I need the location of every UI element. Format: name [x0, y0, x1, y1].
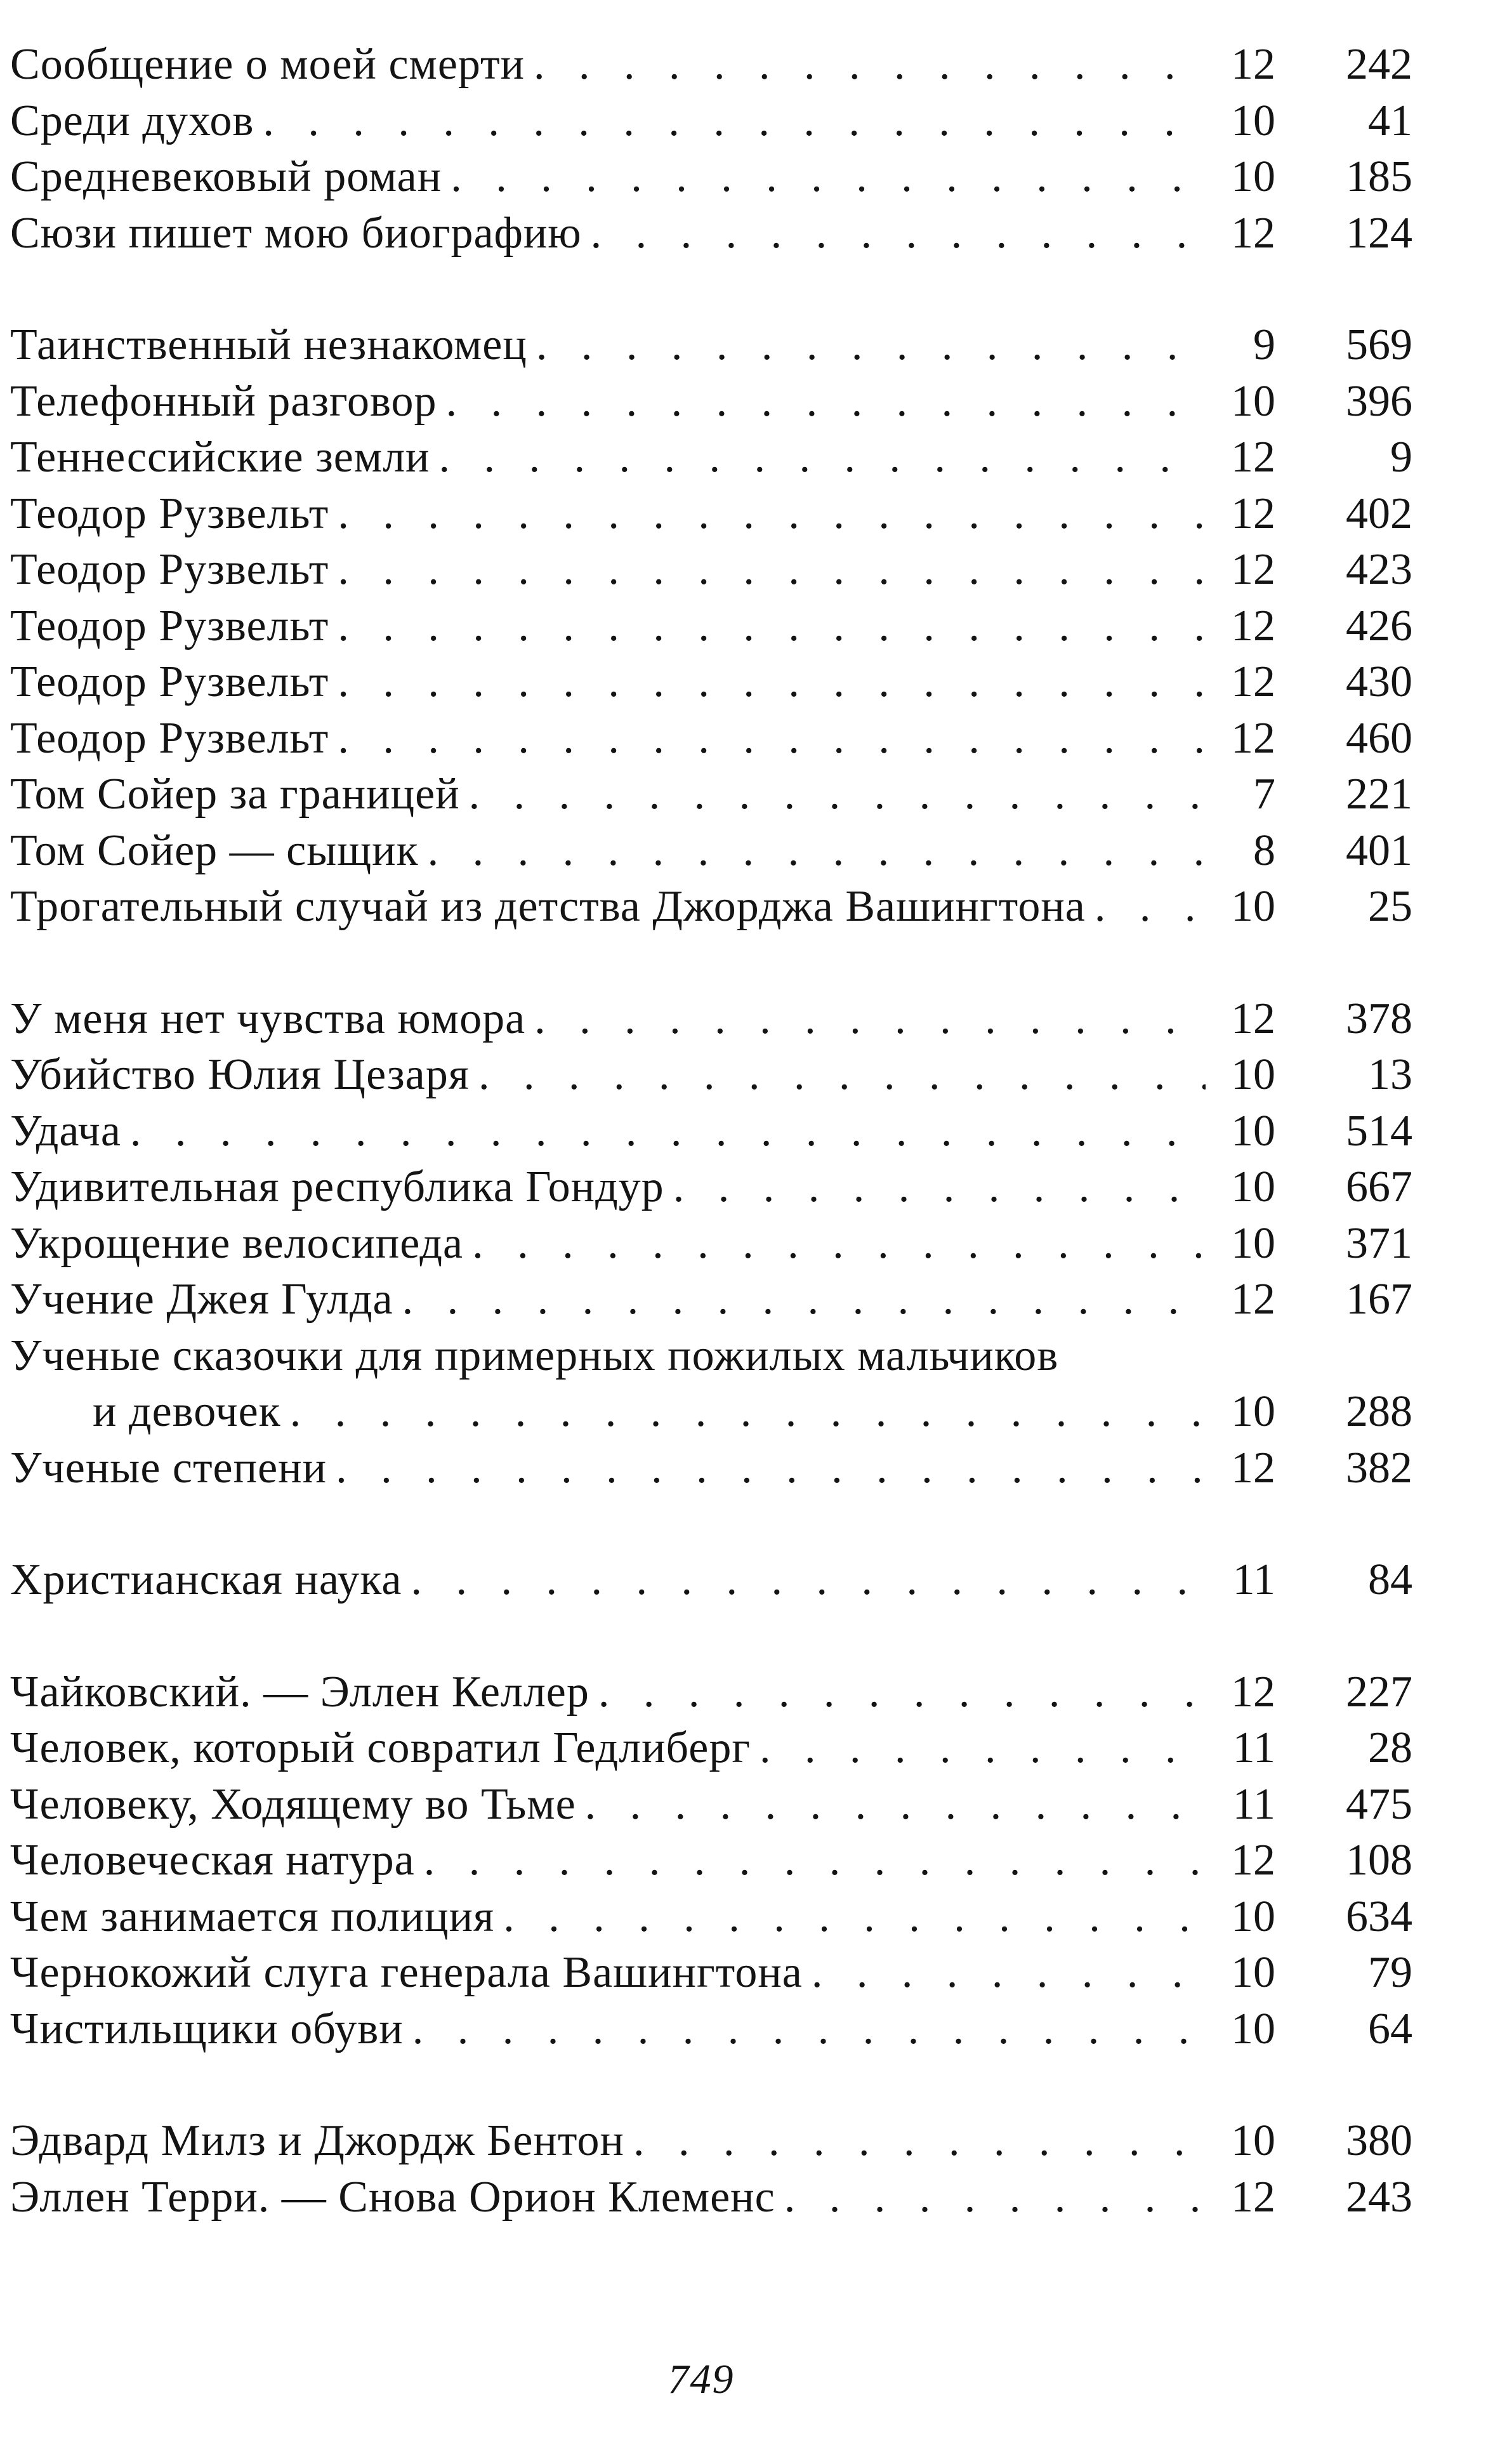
entry-title: Ученые степени	[10, 1443, 327, 1492]
entry-volume: 12	[1231, 1667, 1275, 1716]
index-entry	[10, 1104, 1412, 1160]
entry-page: 514	[1346, 1106, 1412, 1156]
index-entry	[10, 991, 1412, 1048]
entry-volume: 12	[1231, 1275, 1275, 1324]
entry-title: Том Сойер — сыщик	[10, 826, 419, 875]
entry-page: 380	[1346, 2116, 1412, 2165]
dot-leader	[419, 823, 1206, 880]
entry-page: 13	[1368, 1050, 1412, 1099]
entry-page: 167	[1346, 1275, 1412, 1324]
entry-title: Теннессийские земли	[10, 433, 430, 482]
dot-leader	[329, 598, 1206, 655]
entry-title: Чайковский. — Эллен Келлер	[10, 1667, 589, 1716]
entry-volume: 12	[1231, 433, 1275, 482]
entry-title: Убийство Юлия Цезаря	[10, 1050, 470, 1099]
entry-volume: 10	[1231, 1948, 1275, 1997]
letter-group	[10, 2113, 1412, 2225]
entry-title: Человеку, Ходящему во Тьме	[10, 1779, 576, 1829]
entry-volume: 7	[1253, 770, 1275, 819]
entry-page: 402	[1346, 489, 1412, 538]
entry-title: Эллен Терри. — Снова Орион Клеменс	[10, 2172, 775, 2222]
dot-leader	[329, 711, 1206, 767]
index-entry	[10, 654, 1412, 711]
entry-page: 25	[1368, 882, 1412, 931]
entry-volume: 12	[1231, 713, 1275, 763]
entry-volume: 10	[1231, 1218, 1275, 1268]
dot-leader	[329, 542, 1206, 598]
index-entry	[10, 2113, 1412, 2170]
entry-title: Чем занимается полиция	[10, 1892, 495, 1941]
entry-page: 460	[1346, 713, 1412, 763]
entry-page: 108	[1346, 1836, 1412, 1885]
index-entry	[10, 1833, 1412, 1889]
entry-page: 242	[1346, 40, 1412, 89]
entry-title: Том Сойер за границей	[10, 770, 460, 819]
entry-page: 288	[1346, 1387, 1412, 1436]
entry-volume: 12	[1231, 1443, 1275, 1492]
entry-page: 401	[1346, 826, 1412, 875]
index-entry	[10, 879, 1412, 935]
entry-page: 396	[1346, 376, 1412, 426]
entry-volume: 12	[1231, 545, 1275, 594]
dot-leader	[1086, 879, 1206, 935]
entry-page: 84	[1368, 1555, 1412, 1604]
dot-leader	[624, 2113, 1206, 2170]
letter-group	[10, 991, 1412, 1497]
index-entry	[10, 93, 1412, 150]
entry-title: Человеческая натура	[10, 1836, 415, 1885]
entry-title: Сюзи пишет мою биографию	[10, 208, 582, 258]
entry-page: 667	[1346, 1163, 1412, 1211]
index-entry	[10, 486, 1412, 543]
dot-leader	[402, 1552, 1206, 1609]
entry-title: Трогательный случай из детства Джорджа Вашингтона	[10, 882, 1086, 931]
dot-leader	[329, 486, 1206, 543]
entry-title: Ученые сказочки для примерных пожилых мальчиков	[10, 1331, 1059, 1380]
index-entry	[10, 1720, 1412, 1777]
index-entry	[10, 1945, 1412, 2001]
entry-volume: 12	[1231, 2172, 1275, 2222]
index-entry	[10, 1272, 1412, 1328]
dot-leader	[525, 991, 1206, 1048]
entry-volume: 10	[1231, 1163, 1275, 1211]
entry-volume: 12	[1231, 657, 1275, 706]
entry-page: 124	[1346, 208, 1412, 258]
index-entry	[10, 1216, 1412, 1272]
index-entry	[10, 149, 1412, 206]
entry-page: 41	[1368, 96, 1412, 145]
dot-leader	[527, 317, 1206, 374]
entry-page: 79	[1368, 1948, 1412, 1997]
entry-title: Чернокожий слуга генерала Вашингтона	[10, 1948, 803, 1997]
entry-page: 634	[1346, 1892, 1412, 1941]
entry-page: 9	[1390, 433, 1412, 482]
dot-leader	[329, 654, 1206, 711]
entry-volume: 11	[1232, 1779, 1275, 1829]
dot-leader	[254, 93, 1206, 150]
entry-volume: 10	[1231, 1387, 1275, 1436]
dot-leader	[494, 1889, 1206, 1946]
entry-title: Теодор Рузвельт	[10, 601, 329, 650]
entry-page: 423	[1346, 545, 1412, 594]
index-entry	[10, 374, 1412, 430]
entry-title-continuation: и девочек	[93, 1387, 281, 1436]
entry-page: 243	[1346, 2172, 1412, 2222]
entry-volume: 10	[1231, 376, 1275, 426]
entry-title: Чистильщики обуви	[10, 2004, 404, 2053]
entry-volume: 10	[1231, 882, 1275, 931]
dot-leader	[460, 767, 1206, 823]
dot-leader	[582, 206, 1206, 262]
entry-page: 430	[1346, 657, 1412, 706]
entry-volume: 10	[1231, 2004, 1275, 2053]
index-entry	[10, 317, 1412, 374]
index-entry	[10, 767, 1412, 823]
index-entry	[10, 1664, 1412, 1721]
entry-volume: 12	[1231, 489, 1275, 538]
index-entry	[10, 598, 1412, 655]
entry-title: Сообщение о моей смерти	[10, 40, 525, 89]
entry-volume: 10	[1231, 152, 1275, 201]
index-list	[10, 37, 1412, 2225]
entry-volume: 10	[1231, 96, 1275, 145]
entry-title: Удача	[10, 1106, 121, 1156]
dot-leader	[525, 37, 1206, 93]
index-entry	[10, 1777, 1412, 1833]
entry-page: 382	[1346, 1443, 1412, 1492]
dot-leader	[121, 1104, 1206, 1160]
entry-volume: 12	[1231, 40, 1275, 89]
index-entry	[10, 1047, 1412, 1104]
entry-title: Теодор Рузвельт	[10, 657, 329, 706]
dot-leader	[430, 430, 1206, 486]
dot-leader	[463, 1216, 1206, 1272]
entry-page: 371	[1346, 1218, 1412, 1268]
dot-leader	[576, 1777, 1206, 1833]
entry-title: Теодор Рузвельт	[10, 489, 329, 538]
index-entry	[10, 823, 1412, 880]
entry-page: 221	[1346, 770, 1412, 819]
entry-title: Таинственный незнакомец	[10, 320, 527, 369]
entry-title: Удивительная республика Гондур	[10, 1163, 664, 1211]
entry-title: Христианская наука	[10, 1555, 402, 1604]
index-entry	[10, 1328, 1412, 1440]
entry-title: Среди духов	[10, 96, 254, 145]
index-entry	[10, 711, 1412, 767]
entry-page: 426	[1346, 601, 1412, 650]
entry-volume: 12	[1231, 994, 1275, 1043]
entry-title: Учение Джея Гулда	[10, 1275, 393, 1324]
index-entry	[10, 542, 1412, 598]
entry-page: 475	[1346, 1779, 1412, 1829]
dot-leader	[470, 1047, 1206, 1104]
entry-volume: 9	[1253, 320, 1275, 369]
dot-leader	[327, 1440, 1206, 1497]
entry-page: 227	[1346, 1667, 1412, 1716]
entry-volume: 10	[1231, 1892, 1275, 1941]
dot-leader	[751, 1720, 1206, 1777]
entry-page: 185	[1346, 152, 1412, 201]
entry-title: У меня нет чувства юмора	[10, 994, 526, 1043]
index-entry	[10, 2170, 1412, 2226]
entry-volume: 12	[1231, 208, 1275, 258]
entry-title: Теодор Рузвельт	[10, 713, 329, 763]
entry-title: Человек, который совратил Гедлиберг	[10, 1723, 751, 1772]
index-entry	[10, 430, 1412, 486]
entry-title: Укрощение велосипеда	[10, 1218, 464, 1268]
dot-leader	[775, 2170, 1206, 2226]
index-entry	[10, 2001, 1412, 2058]
entry-title: Телефонный разговор	[10, 376, 437, 426]
entry-volume: 10	[1231, 1106, 1275, 1156]
entry-title: Теодор Рузвельт	[10, 545, 329, 594]
index-entry	[10, 1889, 1412, 1946]
entry-volume: 11	[1232, 1723, 1275, 1772]
letter-group	[10, 317, 1412, 935]
entry-title: Средневековый роман	[10, 152, 442, 201]
index-entry	[10, 1159, 1412, 1216]
entry-title: Эдвард Милз и Джордж Бентон	[10, 2116, 625, 2165]
page-number: 749	[668, 2356, 735, 2402]
index-entry	[10, 37, 1412, 93]
dot-leader	[281, 1384, 1206, 1440]
dot-leader	[393, 1272, 1206, 1328]
dot-leader	[803, 1945, 1206, 2001]
entry-volume: 11	[1232, 1555, 1275, 1604]
entry-volume: 10	[1231, 1050, 1275, 1099]
entry-page: 64	[1368, 2004, 1412, 2053]
entry-volume: 10	[1231, 2116, 1275, 2165]
dot-leader	[664, 1159, 1206, 1216]
entry-volume: 12	[1231, 1836, 1275, 1885]
index-entry	[10, 1552, 1412, 1609]
entry-page: 378	[1346, 994, 1412, 1043]
dot-leader	[404, 2001, 1206, 2058]
entry-volume: 12	[1231, 601, 1275, 650]
dot-leader	[415, 1833, 1206, 1889]
entry-page: 28	[1368, 1723, 1412, 1772]
index-entry	[10, 1440, 1412, 1497]
dot-leader	[442, 149, 1206, 206]
entry-page: 569	[1346, 320, 1412, 369]
dot-leader	[437, 374, 1206, 430]
entry-volume: 8	[1253, 826, 1275, 875]
letter-group	[10, 1552, 1412, 1609]
index-entry	[10, 206, 1412, 262]
letter-group	[10, 1664, 1412, 2058]
dot-leader	[589, 1664, 1206, 1721]
letter-group	[10, 37, 1412, 261]
